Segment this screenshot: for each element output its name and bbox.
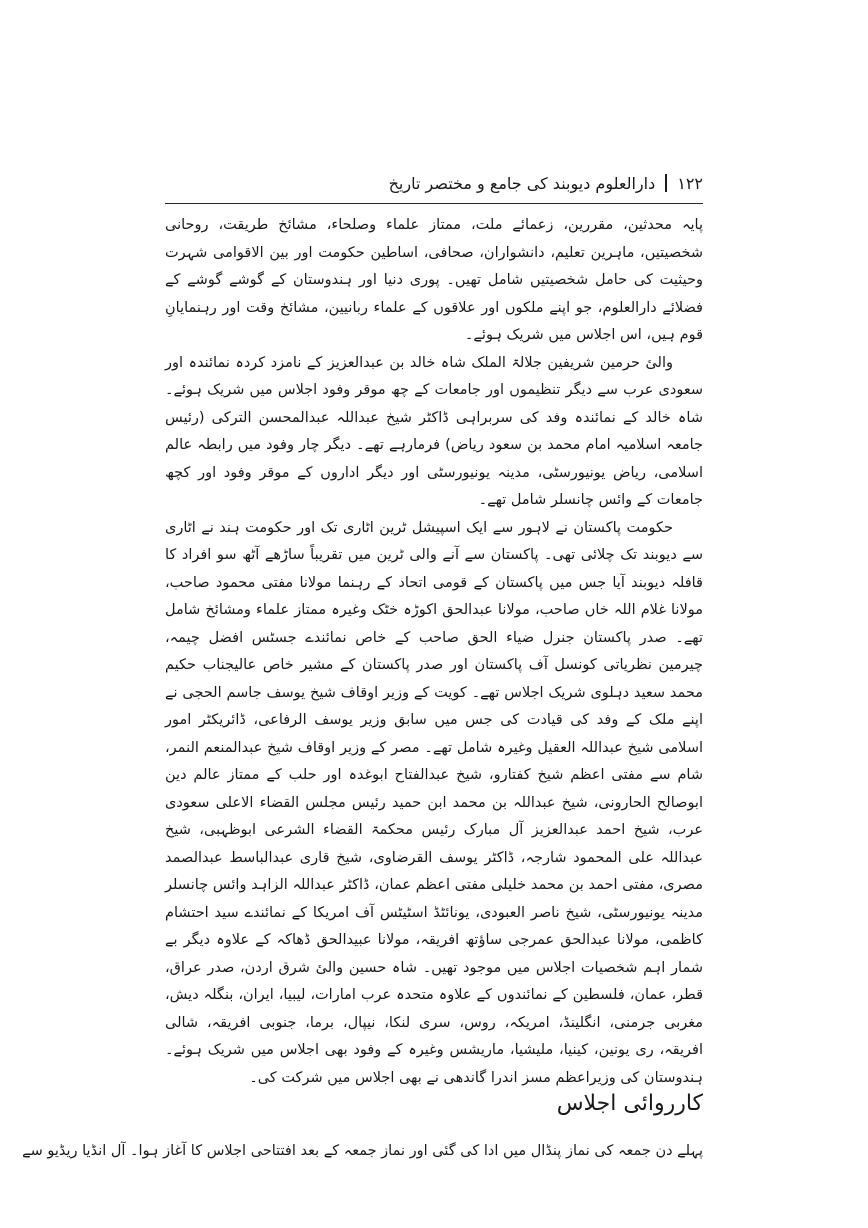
paragraph: والیٔ حرمین شریفین جلالۃ الملک شاہ خالد بن عبدالعزیز کے نامزد کردہ نمائندہ اور سعودی عرب سے دیگر تنظیموں اور جامعات کے چھ موقر وفود اجلاس میں شریک ہوئے۔ شاہ خالد کے نمائندہ وفد کی سربراہی ڈاکٹر شیخ عبداللہ عبدالمحسن الترکی (رئیس جامعہ اسلامیہ امام محمد بن سعود ریاض) فرمارہے تھے۔ دیگر چار وفود میں رابطہ عالم اسلامی، ریاض یونیورسٹی، مدینہ یونیورسٹی اور دیگر اداروں کے موقر وفود اور کچھ جامعات کے وائس چانسلر شامل تھے۔ — [165, 354, 703, 508]
header-separator — [665, 174, 667, 192]
page-number: ۱۲۲ — [677, 173, 703, 193]
running-header — [165, 165, 703, 201]
section-heading: کارروائی اجلاس — [556, 1091, 703, 1116]
paragraph: پایہ محدثین، مقررین، زعمائے ملت، ممتاز علماء وصلحاء، مشائخ طریقت، روحانی شخصیتیں، ماہرین تعلیم، دانشواران، صحافی، اساطین حکومت اور بین الاقوامی شہرت وحیثیت کی حامل شخصیتیں شامل تھیں۔ پوری دنیا اور ہندوستان کے گوشے گوشے کے فضلائے دارالعلوم، جو اپنے ملکوں اور علاقوں کے علماء ربانیین، مشائخ وقت اور رہنمایانِ قوم ہیں، اس اجلاس میں شریک ہوئے۔ — [165, 217, 703, 343]
header-rule — [165, 203, 703, 204]
paragraph: حکومت پاکستان نے لاہور سے ایک اسپیشل ٹرین اٹاری تک اور حکومت ہند نے اٹاری سے دیوبند تک چلائی تھی۔ پاکستان سے آنے والی ٹرین میں تقریباً ساڑھے آٹھ سو افراد کا قافلہ دیوبند آیا جس میں پاکستان کے قومی اتحاد کے رہنما مولانا مفتی محمود صاحب، مولانا غلام اللہ خاں صاحب، مولانا عبدالحق اکوڑہ خٹک وغیرہ ممتاز علماء ومشائخ شامل تھے۔ صدر پاکستان جنرل ضیاء الحق صاحب کے خاص نمائندے جسٹس افضل چیمہ، چیرمین نظریاتی کونسل آف پاکستان اور صدر پاکستان کے مشیر خاص عالیجناب حکیم محمد سعید دہلوی شریک اجلاس تھے۔ کویت کے وزیر اوقاف شیخ یوسف جاسم الحجی نے اپنے ملک کے وفد کی قیادت کی جس میں سابق وزیر یوسف الرفاعی، ڈائریکٹر امور اسلامی شیخ عبداللہ العقیل وغیرہ شامل تھے۔ مصر کے وزیر اوقاف شیخ عبدالمنعم النمر، شام سے مفتی اعظم شیخ کفتارو، شیخ عبدالفتاح ابوغدہ اور حلب کے ممتاز عالم دین ابوصالح الحارونی، شیخ عبداللہ بن محمد ابن حمید رئیس مجلس القضاء الاعلی سعودی عرب، شیخ احمد عبدالعزیز آل مبارک رئیس محکمۃ القضاء الشرعی ابوظہبی، شیخ عبداللہ علی المحمود شارجہ، ڈاکٹر یوسف القرضاوی، شیخ قاری عبدالباسط عبدالصمد مصری، مفتی احمد بن محمد خلیلی مفتی اعظم عمان، ڈاکٹر عبداللہ الزاہد وائس چانسلر مدینہ یونیورسٹی، شیخ ناصر العبودی، یونائٹڈ اسٹیٹس آف امریکا کے نمائندے سید احتشام کاظمی، مولانا عبدالحق عمرجی ساؤتھ افریقہ، مولانا عبیدالحق ڈھاکہ کے علاوہ دیگر بے شمار اہم شخصیات اجلاس میں موجود تھیں۔ شاہ حسین والیٔ شرق اردن، صدر عراق، قطر، عمان، فلسطین کے نمائندوں کے علاوہ متحدہ عرب امارات، لیبیا، ایران، بنگلہ دیش، مغربی جرمنی، انگلینڈ، امریکہ، روس، سری لنکا، نیپال، برما، جنوبی افریقہ، شالی افریقہ، ری یونین، کینیا، ملیشیا، ماریشس وغیرہ کے وفود بھی اجلاس میں شریک ہوئے۔ ہندوستان کی وزیراعظم مسز اندرا گاندھی نے بھی اجلاس میں شرکت کی۔ — [165, 519, 703, 1086]
book-title: دارالعلوم دیوبند کی جامع و مختصر تاریخ — [388, 173, 656, 193]
body-text — [165, 212, 703, 1092]
section-paragraph: پہلے دن جمعہ کی نماز پنڈال میں ادا کی گئی اور نماز جمعہ کے بعد افتتاحی اجلاس کا آغاز ہوا۔ آل انڈیا ریڈیو سے — [22, 1143, 703, 1159]
